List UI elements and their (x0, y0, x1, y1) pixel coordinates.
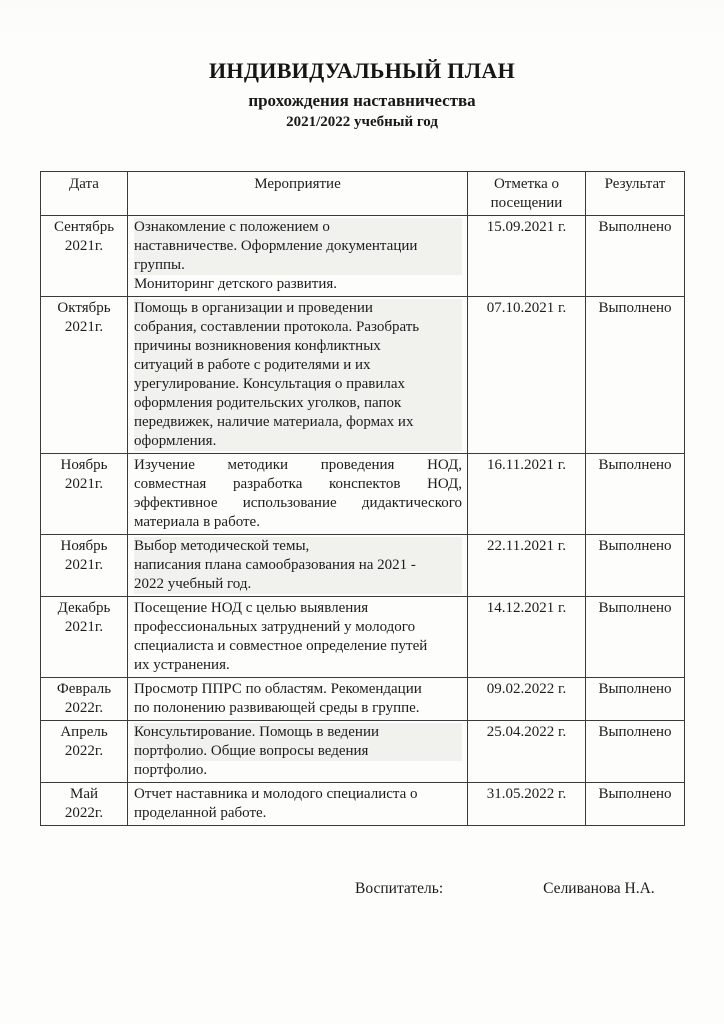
mentoring-plan-table (40, 171, 685, 826)
event-line: Помощь в организации и проведении (134, 299, 462, 318)
event-line: наставничестве. Оформление документации (134, 237, 462, 256)
cell-result: Выполнено (586, 297, 685, 454)
table-row (41, 597, 685, 678)
date-line: 2022г. (64, 700, 104, 716)
cell-date (41, 783, 128, 826)
table-row (41, 454, 685, 535)
signature-name: Селиванова Н.А. (543, 880, 655, 897)
table-row (41, 678, 685, 721)
cell-event (128, 678, 468, 721)
date-line: 2022г. (64, 743, 104, 759)
cell-event (128, 297, 468, 454)
cell-result: Выполнено (586, 535, 685, 597)
event-line: проделанной работе. (134, 805, 267, 821)
event-line: причины возникновения конфликтных (134, 337, 462, 356)
date-line: Апрель (60, 724, 108, 740)
event-line: специалиста и совместное определение путей (134, 638, 428, 654)
cell-date (41, 721, 128, 783)
event-line: передвижек, наличие материала, формах их (134, 413, 462, 432)
date-line: 2021г. (64, 238, 104, 254)
event-line: написания плана самообразования на 2021 - (134, 556, 462, 575)
cell-result: Выполнено (586, 721, 685, 783)
cell-result: Выполнено (586, 597, 685, 678)
cell-date (41, 216, 128, 297)
document-title-block (0, 0, 724, 131)
date-line: 2021г. (64, 319, 104, 335)
event-line: Ознакомление с положением о (134, 218, 462, 237)
event-line: собрания, составлении протокола. Разобрать (134, 318, 462, 337)
date-line: 2021г. (64, 619, 104, 635)
date-line: Февраль (56, 681, 112, 697)
cell-result: Выполнено (586, 678, 685, 721)
cell-date (41, 297, 128, 454)
date-line: Ноябрь (60, 538, 108, 554)
table-body (41, 216, 685, 826)
date-line: Октябрь (57, 300, 111, 316)
cell-attendance-mark: 07.10.2021 г. (468, 297, 586, 454)
event-line: Консультирование. Помощь в ведении (134, 723, 462, 742)
event-line: ситуаций в работе с родителями и их (134, 356, 462, 375)
cell-event (128, 597, 468, 678)
event-line: материала в работе. (134, 514, 260, 530)
table-row (41, 783, 685, 826)
cell-date (41, 454, 128, 535)
date-line: Сентябрь (53, 219, 115, 235)
event-line: портфолио. (134, 762, 208, 778)
cell-result: Выполнено (586, 454, 685, 535)
cell-attendance-mark: 09.02.2022 г. (468, 678, 586, 721)
date-line: 2021г. (64, 557, 104, 573)
event-line: Просмотр ППРС по областям. Рекомендации (134, 681, 422, 697)
date-line: Ноябрь (60, 457, 108, 473)
date-line: Декабрь (57, 600, 111, 616)
table-row (41, 535, 685, 597)
event-line: профессиональных затруднений у молодого (134, 619, 416, 635)
event-line: Изучение методики проведения НОД, (134, 457, 462, 473)
cell-event (128, 721, 468, 783)
table-row (41, 297, 685, 454)
header-result: Результат (586, 172, 685, 216)
cell-result: Выполнено (586, 783, 685, 826)
event-line: урегулирование. Консультация о правилах (134, 375, 462, 394)
header-attendance-mark: Отметка о посещении (468, 172, 586, 216)
cell-date (41, 535, 128, 597)
table-row (41, 721, 685, 783)
cell-attendance-mark: 16.11.2021 г. (468, 454, 586, 535)
cell-event (128, 216, 468, 297)
title-main: ИНДИВИДУАЛЬНЫЙ ПЛАН (209, 58, 515, 83)
cell-result: Выполнено (586, 216, 685, 297)
title-academic-year: 2021/2022 учебный год (286, 114, 438, 130)
event-line: группы. (134, 256, 462, 275)
header-event: Мероприятие (128, 172, 468, 216)
table-row (41, 216, 685, 297)
event-line: Посещение НОД с целью выявления (134, 600, 369, 616)
cell-event (128, 783, 468, 826)
event-line: Отчет наставника и молодого специалиста о (134, 786, 418, 802)
event-line: Мониторинг детского развития. (134, 276, 337, 292)
event-line: по полонению развивающей среды в группе. (134, 700, 420, 716)
cell-event (128, 535, 468, 597)
event-line: оформления. (134, 432, 462, 451)
cell-event (128, 454, 468, 535)
event-line: 2022 учебный год. (134, 575, 462, 594)
signature-block (355, 880, 724, 898)
cell-attendance-mark: 14.12.2021 г. (468, 597, 586, 678)
event-line: портфолио. Общие вопросы ведения (134, 742, 462, 761)
cell-date (41, 678, 128, 721)
event-line: совместная разработка конспектов НОД, (134, 476, 462, 492)
cell-attendance-mark: 25.04.2022 г. (468, 721, 586, 783)
cell-date (41, 597, 128, 678)
date-line: 2022г. (64, 805, 104, 821)
event-line: их устранения. (134, 657, 230, 673)
cell-attendance-mark: 15.09.2021 г. (468, 216, 586, 297)
event-line: оформления родительских уголков, папок (134, 394, 462, 413)
header-date: Дата (41, 172, 128, 216)
table-header-row (41, 172, 685, 216)
event-line: Выбор методической темы, (134, 537, 462, 556)
date-line: 2021г. (64, 476, 104, 492)
cell-attendance-mark: 31.05.2022 г. (468, 783, 586, 826)
title-subtitle: прохождения наставничества (248, 91, 476, 110)
event-line: эффективное использование дидактического (134, 495, 462, 511)
signature-role-label: Воспитатель: (355, 880, 444, 897)
cell-attendance-mark: 22.11.2021 г. (468, 535, 586, 597)
date-line: Май (69, 786, 99, 802)
